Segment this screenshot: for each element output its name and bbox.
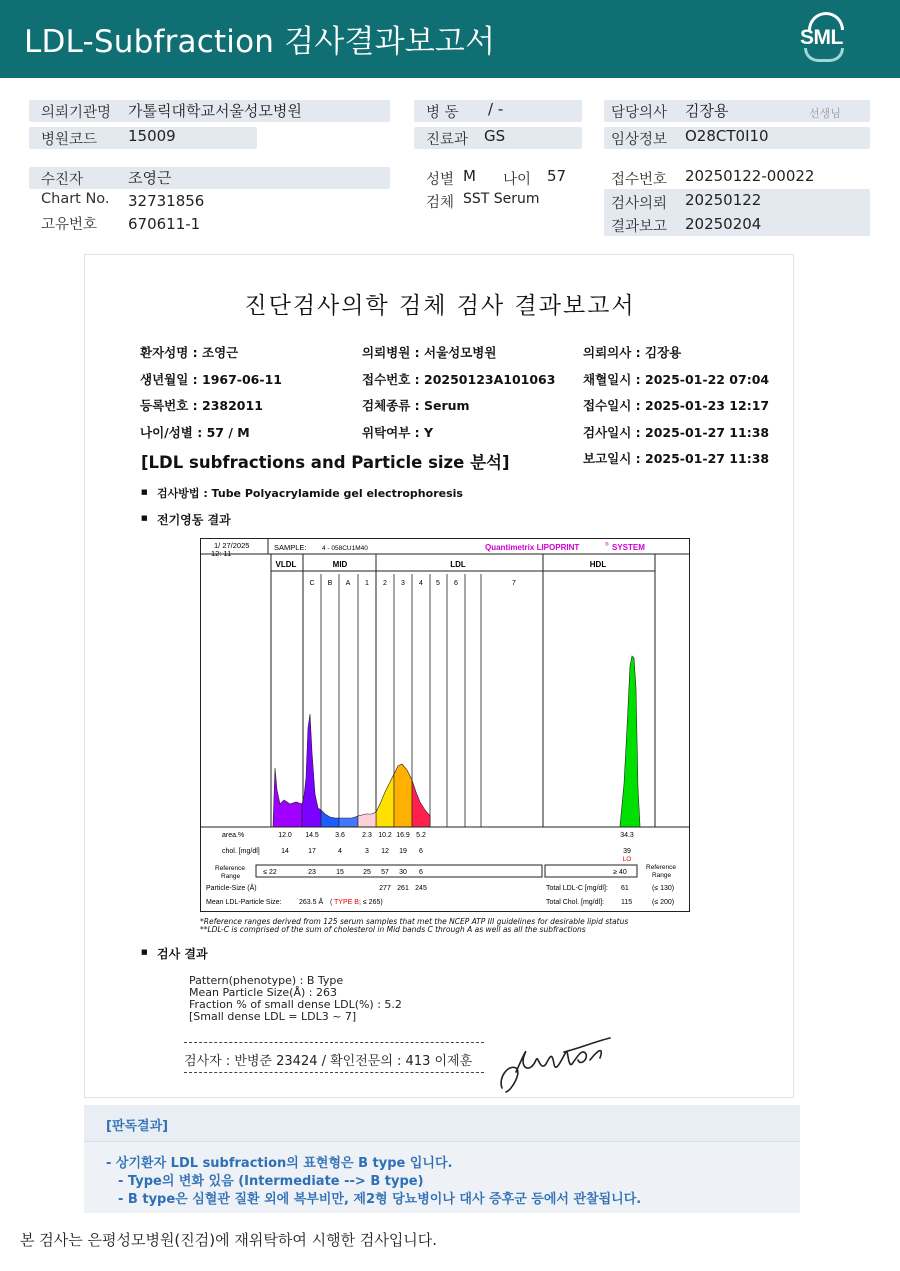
area-value: 16.9 (396, 832, 410, 839)
chol-value: 19 (399, 848, 407, 855)
chol-value: 6 (419, 848, 423, 855)
header-bar (0, 0, 900, 78)
result-pattern: Pattern(phenotype) : B Type (189, 974, 344, 987)
doctor-value: 김장용 (685, 102, 729, 120)
institution-value: 가톨릭대학교서울성모병원 (128, 102, 302, 120)
area-value: 5.2 (416, 832, 426, 839)
lipoprint-svg (200, 538, 690, 912)
interpretation-line: - Type의 변화 있음 (Intermediate --> B type) (118, 1174, 424, 1189)
clinical-value: O28CT0I10 (685, 127, 769, 145)
clinical-label: 임상정보 (611, 132, 668, 148)
area-value: 10.2 (378, 832, 392, 839)
mean-ref: ; ≤ 265) (359, 899, 383, 906)
hdl-flag: LO (622, 856, 632, 863)
total-chol-value: 115 (621, 899, 633, 906)
chol-value: 4 (338, 848, 342, 855)
specimen-value: SST Serum (463, 191, 540, 207)
report-field: 의뢰병원 : 서울성모병원 (362, 345, 497, 360)
receipt-value: 20250122-00022 (685, 167, 815, 185)
inspector-line: 검사자 : 반병준 23424 / 확인전문의 : 413 이제훈 (184, 1054, 473, 1069)
ward-label: 병 동 (426, 105, 459, 121)
report-field: 검체종류 : Serum (362, 398, 470, 413)
report-label: 결과보고 (611, 219, 668, 235)
unique-no-value: 670611-1 (128, 215, 201, 233)
chart-no-label: Chart No. (41, 191, 110, 207)
age-value: 57 (547, 167, 567, 185)
result-title: ■ 검사 결과 (157, 945, 208, 962)
chol-value: 14 (281, 848, 289, 855)
chol-value: 17 (308, 848, 316, 855)
report-field: 접수번호 : 20250123A101063 (362, 372, 556, 387)
report-field: 환자성명 : 조영근 (140, 345, 239, 360)
request-value: 20250122 (685, 191, 762, 209)
method-line: ■ 검사방법 : Tube Polyacrylamide gel electrophoresis (157, 485, 463, 501)
logo-text: SML (800, 26, 843, 49)
chart-no-value: 32731856 (128, 192, 205, 210)
chol-value: 39 (623, 848, 631, 855)
band-label: 4 (419, 580, 423, 587)
area-value: 12.0 (278, 832, 292, 839)
total-ldl-value: 61 (621, 885, 629, 892)
ref-value: 15 (336, 869, 344, 876)
electro-title: ■ 전기영동 결과 (157, 511, 231, 528)
band-label: 1 (365, 580, 369, 587)
request-label: 검사의뢰 (611, 196, 668, 212)
report-field: 접수일시 : 2025-01-23 12:17 (583, 398, 770, 413)
particle-value: 277 (379, 885, 391, 892)
area-value: 14.5 (305, 832, 319, 839)
chart-footnote-2: **LDL-C is comprised of the sum of cholesterol in Mid bands C through A as well as all the subfractions (200, 925, 586, 934)
area-value: 2.3 (362, 832, 372, 839)
band-label: 5 (436, 580, 440, 587)
department-value: GS (484, 127, 506, 145)
band-label: B (327, 580, 333, 587)
band-label: 3 (401, 580, 405, 587)
interpretation-line: - 상기환자 LDL subfraction의 표현형은 B type 입니다. (106, 1156, 453, 1171)
report-title: 진단검사의학 검체 검사 결과보고서 (244, 293, 636, 319)
mean-type: TYPE B (334, 899, 359, 906)
total-ldl-label: Total LDL-C [mg/dl]: (546, 885, 608, 892)
particle-value: 245 (415, 885, 427, 892)
band-label: A (345, 580, 351, 587)
area-value: 3.6 (335, 832, 345, 839)
row-label-range: Range (221, 873, 241, 880)
total-chol-ref: (≤ 200) (652, 899, 675, 906)
signature-rule-bottom (184, 1072, 484, 1073)
sml-logo (798, 12, 854, 64)
ward-value: / - (488, 100, 504, 118)
report-field: 등록번호 : 2382011 (140, 398, 263, 413)
ref-range-right-2: Range (652, 872, 672, 879)
sex-value: M (463, 167, 476, 185)
mean-size-value: 263.5 Å (299, 899, 324, 906)
total-chol-label: Total Chol. [mg/dl]: (546, 899, 604, 906)
result-mean-size: Mean Particle Size(Å) : 263 (189, 986, 337, 999)
area-value: 34.3 (620, 832, 634, 839)
ref-value: 30 (399, 869, 407, 876)
particle-value: 261 (397, 885, 409, 892)
sample-value: 4 - 058CU1M40 (322, 545, 368, 552)
row-label-chol: chol. [mg/dl] (222, 848, 260, 855)
report-field: 생년월일 : 1967-06-11 (140, 372, 282, 387)
report-field: 위탁여부 : Y (362, 425, 434, 440)
doctor-label: 담당의사 (611, 105, 668, 121)
handwritten-signature (494, 1034, 616, 1098)
row-label-ref: Reference (215, 865, 245, 872)
ref-value: 23 (308, 869, 316, 876)
doctor-suffix: 선생님 (809, 107, 841, 120)
report-field: 보고일시 : 2025-01-27 11:38 (583, 451, 770, 466)
brand-name: Quantimetrix LIPOPRINT (485, 543, 580, 552)
region-label: HDL (589, 560, 607, 569)
particle-size-label: Particle-Size (Å) (206, 885, 257, 892)
page-title: LDL-Subfraction 검사결과보고서 (24, 24, 496, 60)
patient-label: 수진자 (41, 172, 84, 188)
specimen-label: 검체 (426, 195, 455, 211)
interpretation-line: - B type은 심혈관 질환 외에 복부비만, 제2형 당뇨병이나 대사 증후군 등에서 관찰됩니다. (118, 1192, 642, 1207)
report-field: 나이/성별 : 57 / M (140, 425, 250, 440)
chart-footnote-1: *Reference ranges derived from 125 serum samples that met the NCEP ATP III guidelines for desirable lipid status (200, 917, 629, 926)
brand-suffix: SYSTEM (612, 543, 645, 552)
analysis-section-title: [LDL subfractions and Particle size 분석] (141, 453, 510, 472)
report-field: 검사일시 : 2025-01-27 11:38 (583, 425, 770, 440)
ref-value: 25 (363, 869, 371, 876)
chol-value: 12 (381, 848, 389, 855)
ref-value: 6 (419, 869, 423, 876)
institution-label: 의뢰기관명 (41, 105, 112, 121)
department-label: 진료과 (426, 132, 469, 148)
mean-size-label: Mean LDL-Particle Size: (206, 899, 282, 906)
report-field: 채혈일시 : 2025-01-22 07:04 (583, 372, 770, 387)
hospital-code-label: 병원코드 (41, 132, 98, 148)
bottom-note: 본 검사는 은평성모병원(진검)에 재위탁하여 시행한 검사입니다. (20, 1231, 438, 1249)
region-label: VLDL (275, 560, 297, 569)
registered-mark: ® (605, 542, 609, 548)
logo-arc-bottom (804, 48, 844, 62)
report-field: 의뢰의사 : 김장용 (583, 345, 682, 360)
chart-frame (201, 539, 690, 912)
mean-type-open: ( (330, 899, 333, 906)
unique-no-label: 고유번호 (41, 217, 98, 233)
ref-range-right-1: Reference (646, 864, 676, 871)
lipoprint-chart (200, 538, 690, 912)
chol-value: 3 (365, 848, 369, 855)
band-label: 7 (512, 580, 516, 587)
hospital-code-value: 15009 (128, 127, 176, 145)
patient-value: 조영근 (128, 169, 172, 187)
ref-value: 57 (381, 869, 389, 876)
region-label: MID (332, 560, 348, 569)
ref-value: ≥ 40 (613, 869, 627, 876)
interpretation-title: [판독결과] (106, 1119, 169, 1134)
age-label: 나이 (503, 172, 532, 188)
ref-value: ≤ 22 (263, 869, 277, 876)
sample-label: SAMPLE: (274, 543, 307, 552)
patient-pill (29, 167, 390, 189)
signature-rule-top (184, 1042, 484, 1043)
row-label-area: area.% (222, 832, 245, 839)
interpretation-header (84, 1105, 800, 1141)
total-ldl-ref: (≤ 130) (652, 885, 675, 892)
chart-date: 1/ 27/2025 (214, 541, 250, 550)
region-label: LDL (450, 560, 466, 569)
sex-label: 성별 (426, 172, 455, 188)
chart-time: 12: 11 (211, 549, 232, 558)
band-label: 2 (383, 580, 387, 587)
result-fraction: Fraction % of small dense LDL(%) : 5.2 (189, 998, 402, 1011)
receipt-label: 접수번호 (611, 172, 668, 188)
band-label: C (309, 580, 315, 587)
interpretation-body (84, 1141, 800, 1213)
result-small-dense: [Small dense LDL = LDL3 ~ 7] (189, 1010, 357, 1023)
report-value: 20250204 (685, 215, 762, 233)
band-label: 6 (454, 580, 458, 587)
